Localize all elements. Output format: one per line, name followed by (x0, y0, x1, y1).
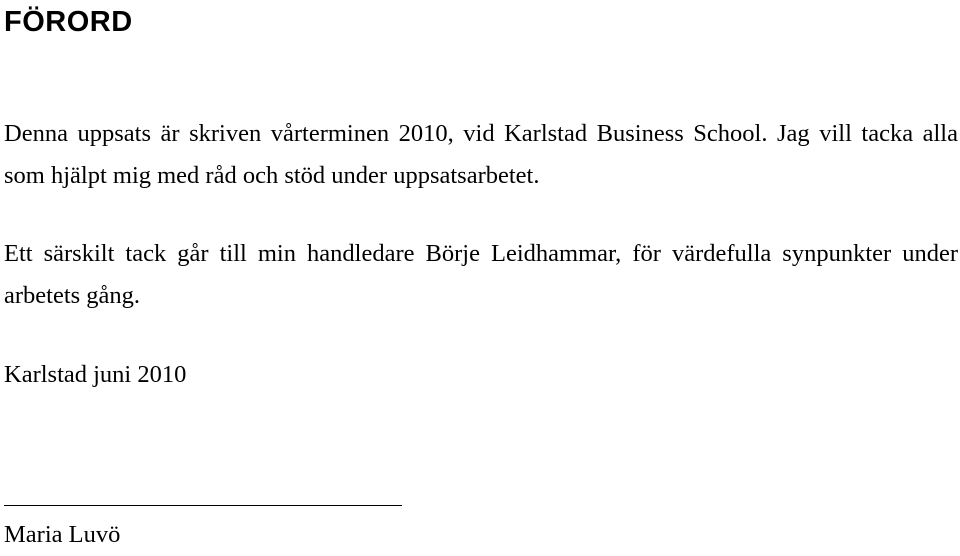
place-and-date: Karlstad juni 2010 (4, 361, 187, 388)
supervisor-thanks-paragraph: Ett särskilt tack går till min handledare Börje Leidhammar, för värdefulla synpunkter under arbetets gång. (4, 240, 958, 309)
signer-name: Maria Luvö (4, 521, 121, 548)
acknowledgement-paragraph: Denna uppsats är skriven vårterminen 2010, vid Karlstad Business School. Jag vill tacka alla som hjälpt mig med råd och stöd under uppsatsarbetet. (4, 120, 958, 189)
signature-line (4, 505, 402, 506)
page-heading: FÖRORD (4, 6, 133, 38)
